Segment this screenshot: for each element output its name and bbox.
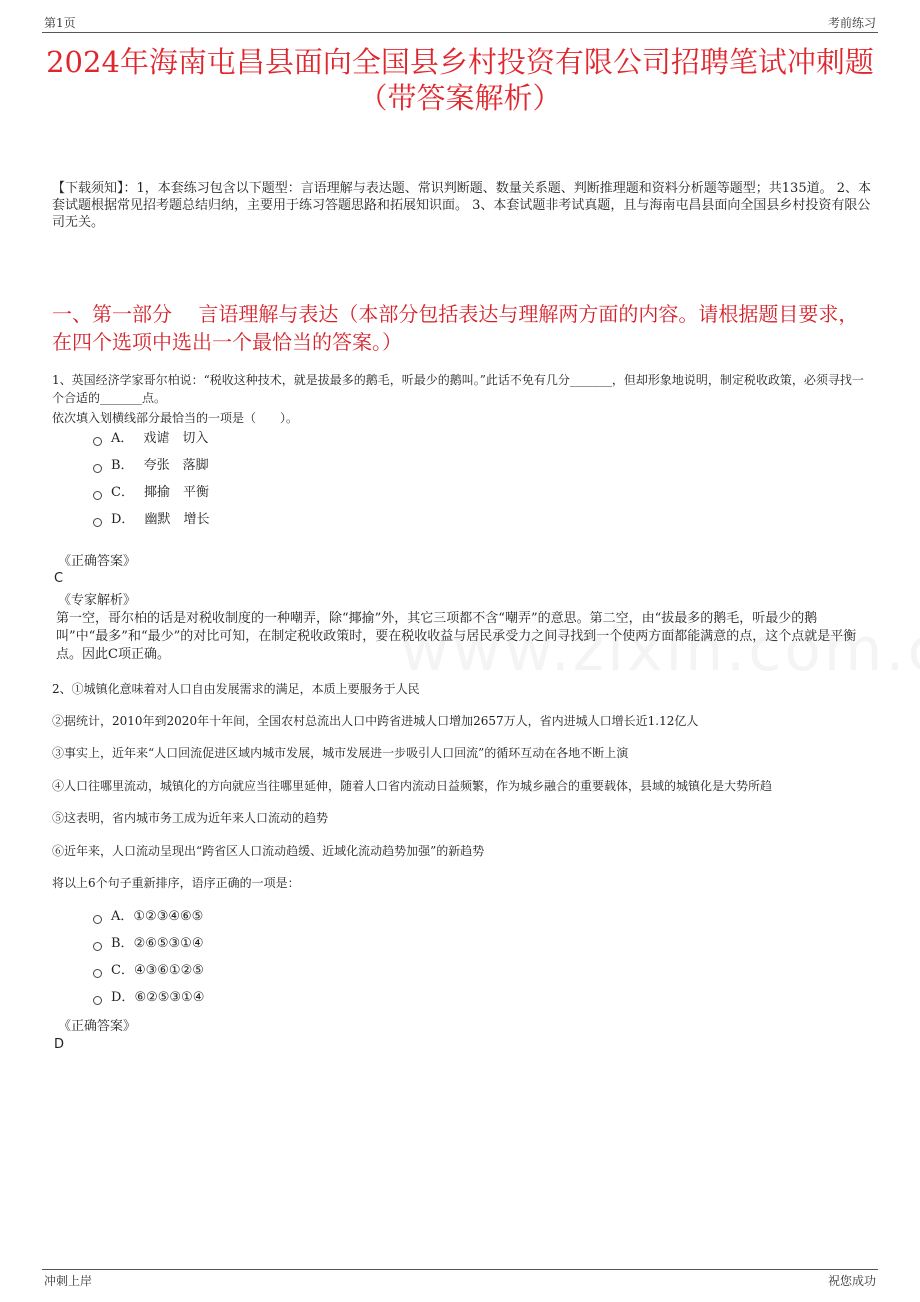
q2-line-3: ③事实上，近年来“人口回流促进区域内城市发展，城市发展进一步吸引人口回流”的循环互动在各地不断上演 [52, 746, 629, 760]
q1-analysis-heading: 《专家解析》 [58, 593, 137, 608]
option-label: D． [111, 512, 135, 527]
section-heading: 一、第一部分 言语理解与表达（本部分包括表达与理解两方面的内容。请根据题目要求，在四个选项中选出一个最恰当的答案。） [52, 302, 859, 354]
page-number: 第1页 [44, 16, 76, 30]
radio-icon[interactable] [93, 518, 102, 527]
q1-option-d[interactable] [93, 511, 209, 529]
radio-icon[interactable] [93, 969, 102, 978]
option-text: ⑥②⑤③①④ [134, 990, 205, 1005]
option-label: A． [111, 909, 134, 924]
q1-prompt: 依次填入划横线部分最恰当的一项是（ ）。 [52, 411, 299, 425]
q2-option-b[interactable] [93, 935, 204, 953]
option-text: ④③⑥①②⑤ [133, 963, 204, 978]
q2-line-2: ②据统计，2010年到2020年十年间，全国农村总流出人口中跨省进城人口增加2657万人，省内进城人口增长近1.12亿人 [52, 714, 699, 728]
radio-icon[interactable] [93, 437, 102, 446]
footer-right: 祝您成功 [827, 1274, 876, 1288]
q1-stem: 1、英国经济学家哥尔柏说：“税收这种技术，就是拔最多的鹅毛，听最少的鹅叫。”此话不免有几分_______，但却形象地说明，制定税收政策，必须寻找一个合适的_______点。 [52, 373, 864, 405]
header-label: 考前练习 [827, 16, 876, 30]
footer-left: 冲刺上岸 [44, 1274, 93, 1288]
q2-option-d[interactable] [93, 989, 204, 1007]
option-label: B． [111, 936, 134, 951]
q1-analysis: 第一空，哥尔柏的话是对税收制度的一种嘲弄，除“揶揄”外，其它三项都不含“嘲弄”的意思。第二空，由“拔最多的鹅毛，听最少的鹅叫”中“最多”和“最少”的对比可知，在制定税收政策时，要在税收收益与居民承受力之间寻找到一个使两方面都能满意的点，这个点就是平衡点。因此C项正确。 [56, 611, 857, 662]
q1-option-c[interactable] [93, 484, 209, 502]
footer-rule [42, 1269, 878, 1270]
q2-answer-heading: 《正确答案》 [58, 1019, 137, 1034]
option-text: ②⑥⑤③①④ [133, 936, 204, 951]
radio-icon[interactable] [93, 464, 102, 473]
option-label: A． [111, 431, 134, 446]
option-label: D． [111, 990, 135, 1005]
q1-option-b[interactable] [93, 457, 209, 475]
q2-answer: D [54, 1037, 65, 1052]
option-label: B． [111, 458, 134, 473]
download-notice: 【下载须知】：1，本套练习包含以下题型：言语理解与表达题、常识判断题、数量关系题、判断推理题和资料分析题等题型；共135道。 2、本套试题根据常见招考题总结归纳，主要用于练习答题思路和拓展知识面。 3、本套试题非考试真题，且与海南屯昌县面向全国县乡村投资有限公司无关。 [52, 181, 871, 230]
option-label: C． [111, 963, 134, 978]
q2-line-6: ⑥近年来，人口流动呈现出“跨省区人口流动趋缓、近域化流动趋势加强”的新趋势 [52, 844, 485, 858]
option-text: ①②③④⑥⑤ [133, 909, 204, 924]
q2-prompt: 将以上6个句子重新排序，语序正确的一项是： [52, 876, 300, 890]
q1-answer: C [54, 571, 64, 586]
option-text: 幽默 增长 [144, 512, 210, 527]
q2-line-1: 2、①城镇化意味着对人口自由发展需求的满足，本质上要服务于人民 [52, 682, 420, 696]
document-title: 2024年海南屯昌县面向全国县乡村投资有限公司招聘笔试冲刺题（带答案解析） [46, 45, 874, 115]
q2-option-c[interactable] [93, 962, 204, 980]
q1-answer-heading: 《正确答案》 [58, 554, 137, 569]
header-rule [42, 32, 878, 33]
radio-icon[interactable] [93, 996, 102, 1005]
q1-option-a[interactable] [93, 430, 208, 448]
q2-line-5: ⑤这表明，省内城市务工成为近年来人口流动的趋势 [52, 811, 329, 825]
option-text: 夸张 落脚 [143, 458, 209, 473]
q2-line-4: ④人口往哪里流动，城镇化的方向就应当往哪里延伸，随着人口省内流动日益频繁，作为城乡融合的重要载体，县域的城镇化是大势所趋 [52, 779, 773, 793]
q2-option-a[interactable] [93, 908, 203, 926]
option-text: 揶揄 平衡 [143, 485, 209, 500]
option-text: 戏谑 切入 [143, 431, 209, 446]
radio-icon[interactable] [93, 915, 102, 924]
radio-icon[interactable] [93, 942, 102, 951]
option-label: C． [111, 485, 134, 500]
radio-icon[interactable] [93, 491, 102, 500]
